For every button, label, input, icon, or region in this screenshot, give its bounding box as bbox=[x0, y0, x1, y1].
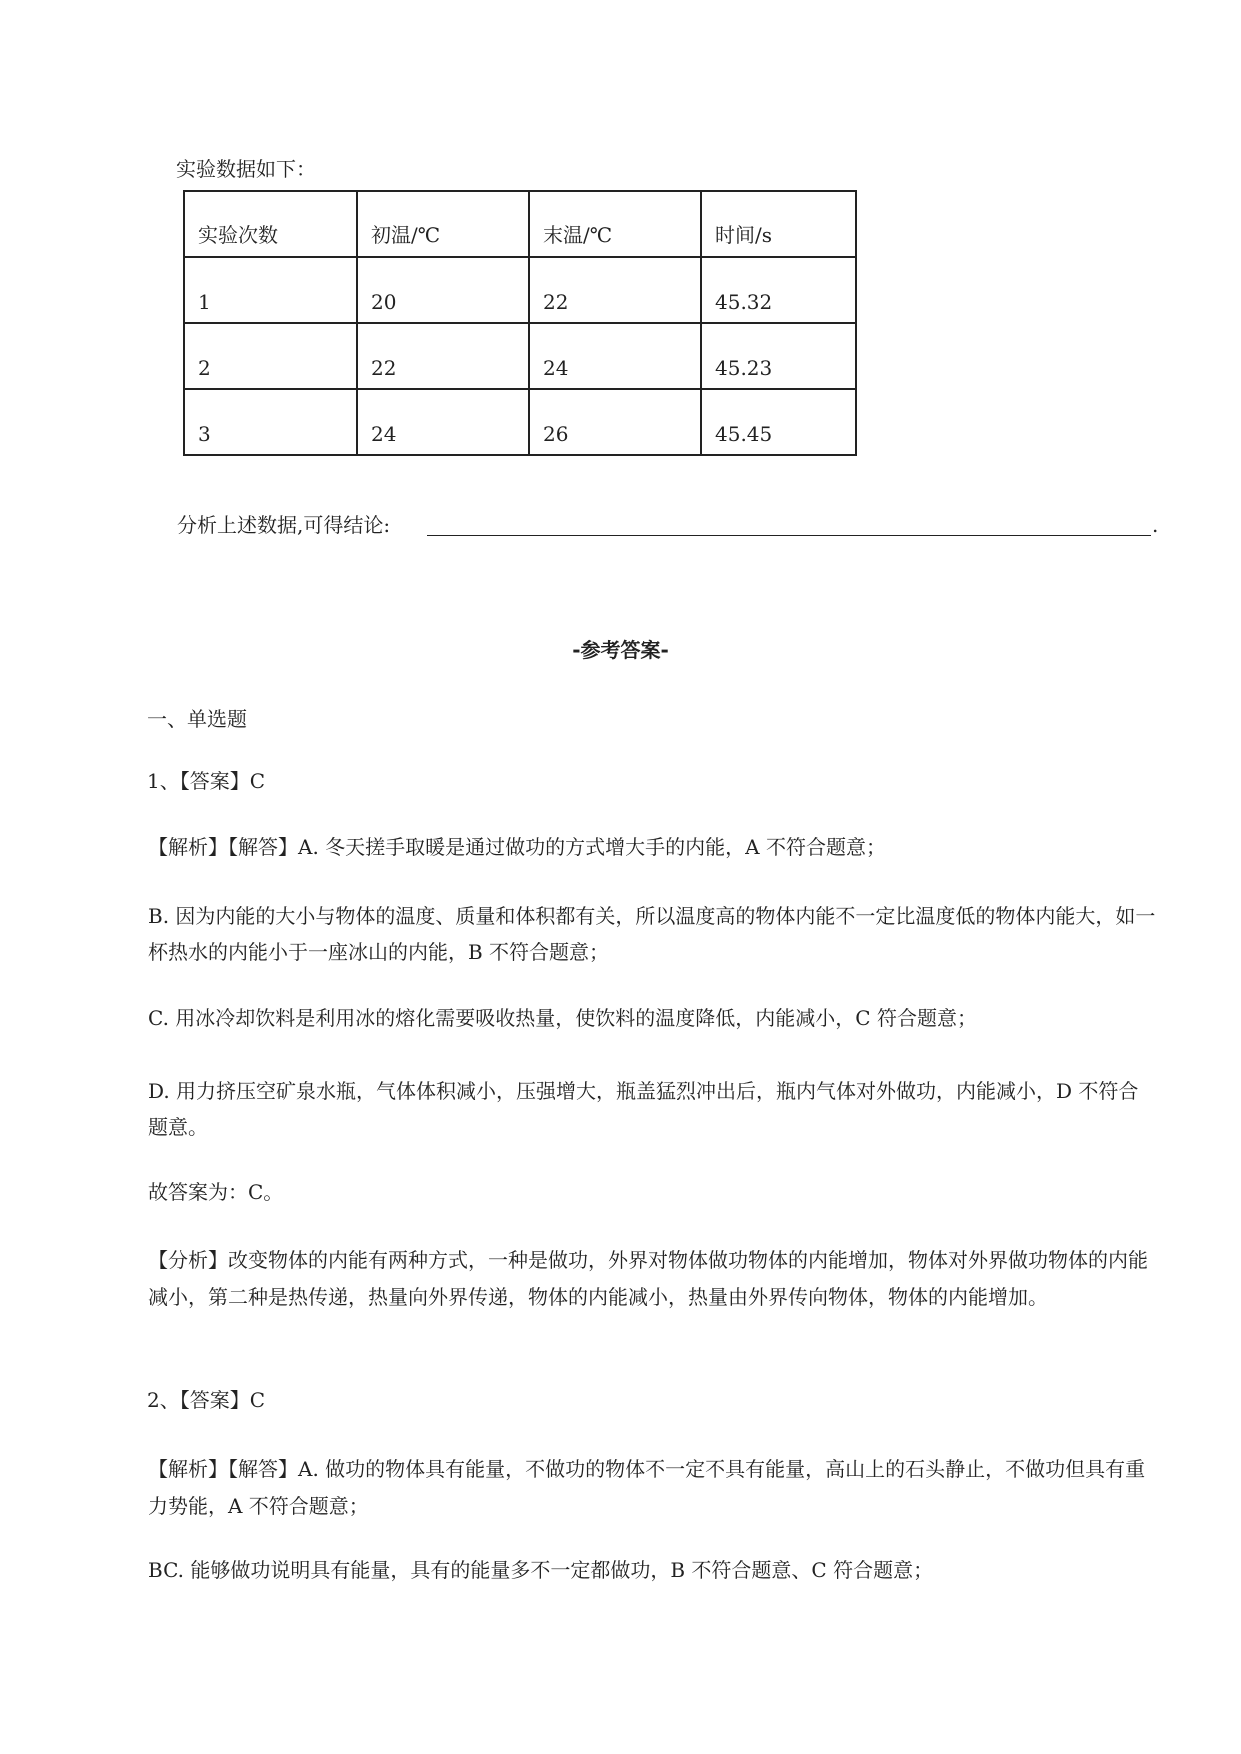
q2-answer: 2、【答案】C bbox=[147, 1388, 266, 1412]
q1-final-answer: 故答案为：C。 bbox=[148, 1180, 284, 1204]
table-cell: 3 bbox=[184, 389, 357, 455]
conclusion-blank-line bbox=[427, 535, 1151, 536]
q1-fenxi: 【分析】改变物体的内能有两种方式，一种是做功，外界对物体做功物体的内能增加，物体对外界做功物体的内能减小，第二种是热传递，热量向外界传递，物体的内能减小，热量由外界传向物体，物体的内能增加。 bbox=[148, 1248, 1148, 1309]
table-cell: 20 bbox=[357, 257, 529, 323]
table-cell: 24 bbox=[529, 323, 701, 389]
conclusion-label: 分析上述数据,可得结论: bbox=[177, 513, 391, 537]
conclusion-period: . bbox=[1152, 513, 1159, 537]
section-heading: 一、单选题 bbox=[147, 707, 247, 731]
answer-section-title: -参考答案- bbox=[572, 638, 669, 662]
table-header-row bbox=[184, 191, 856, 257]
table-header-cell: 时间/s bbox=[701, 191, 856, 257]
table-cell: 1 bbox=[184, 257, 357, 323]
intro-text: 实验数据如下： bbox=[176, 157, 316, 181]
table-header-cell: 末温/℃ bbox=[529, 191, 701, 257]
table-cell: 26 bbox=[529, 389, 701, 455]
table-header-cell: 实验次数 bbox=[184, 191, 357, 257]
q1-analysis-a: 【解析】【解答】A. 冬天搓手取暖是通过做功的方式增大手的内能，A 不符合题意； bbox=[148, 835, 886, 859]
table-row bbox=[184, 323, 856, 389]
q1-answer: 1、【答案】C bbox=[147, 769, 266, 793]
table-cell: 45.45 bbox=[701, 389, 856, 455]
experiment-data-table bbox=[183, 190, 857, 456]
table-cell: 24 bbox=[357, 389, 529, 455]
q2-analysis-a: 【解析】【解答】A. 做功的物体具有能量，不做功的物体不一定不具有能量，高山上的石头静止，不做功但具有重力势能，A 不符合题意； bbox=[148, 1457, 1146, 1518]
table-cell: 45.23 bbox=[701, 323, 856, 389]
q1-analysis-d: D. 用力挤压空矿泉水瓶，气体体积减小，压强增大，瓶盖猛烈冲出后，瓶内气体对外做功，内能减小，D 不符合题意。 bbox=[148, 1079, 1139, 1139]
q2-analysis-bc: BC. 能够做功说明具有能量，具有的能量多不一定都做功，B 不符合题意、C 符合题意； bbox=[148, 1558, 934, 1582]
table-row bbox=[184, 389, 856, 455]
table-header-cell: 初温/℃ bbox=[357, 191, 529, 257]
table-cell: 45.32 bbox=[701, 257, 856, 323]
table-cell: 22 bbox=[357, 323, 529, 389]
table-row bbox=[184, 257, 856, 323]
table-cell: 22 bbox=[529, 257, 701, 323]
table-cell: 2 bbox=[184, 323, 357, 389]
q1-analysis-b: B. 因为内能的大小与物体的温度、质量和体积都有关，所以温度高的物体内能不一定比温度低的物体内能大，如一杯热水的内能小于一座冰山的内能，B 不符合题意； bbox=[148, 904, 1156, 964]
q1-analysis-c: C. 用冰冷却饮料是利用冰的熔化需要吸收热量，使饮料的温度降低，内能减小，C 符合题意； bbox=[148, 1006, 977, 1030]
